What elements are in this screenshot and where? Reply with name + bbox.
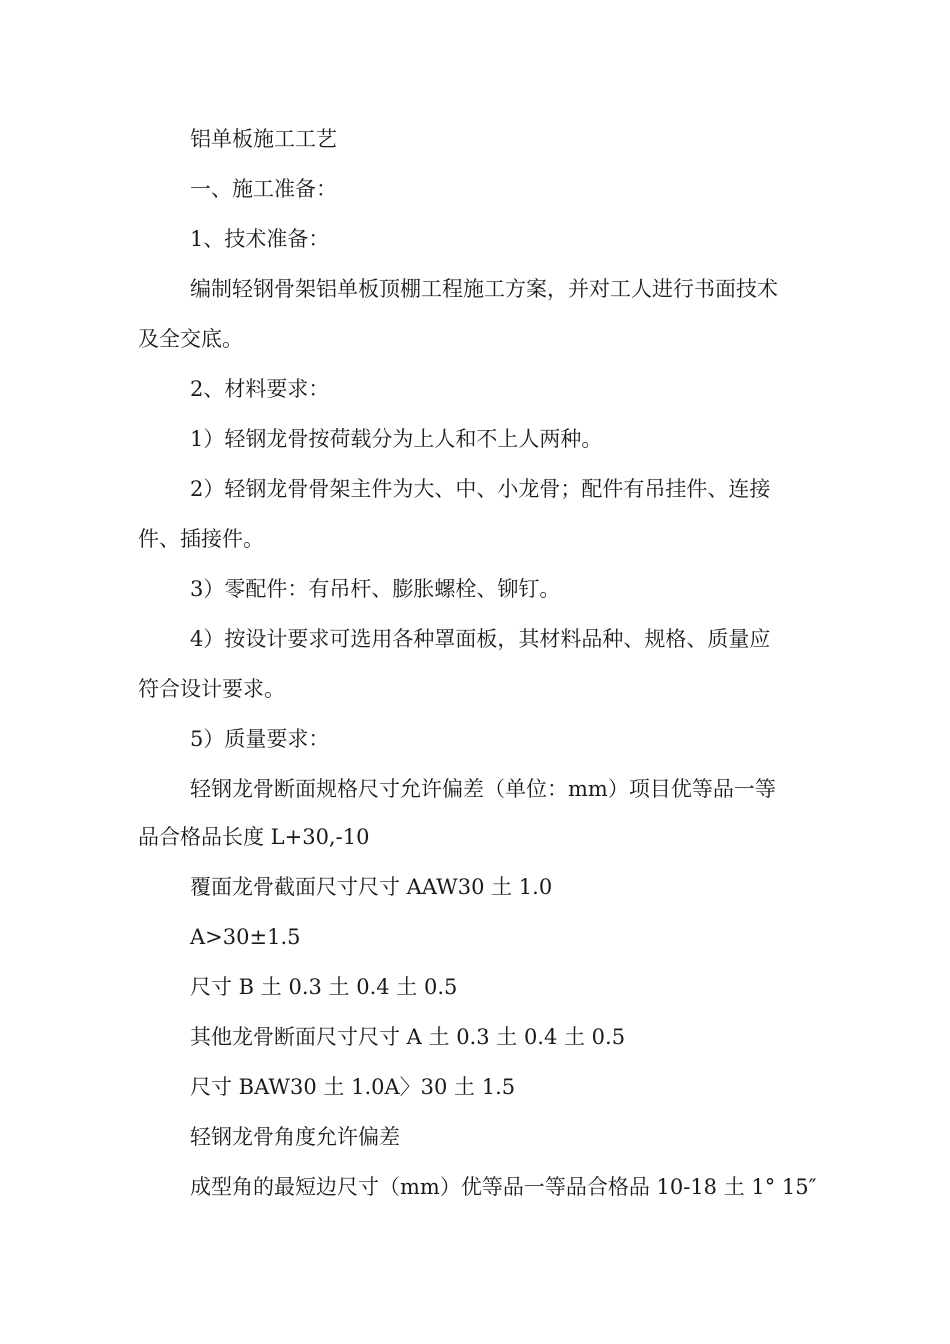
paragraph-line: 品合格品长度 L+30,-10 — [138, 825, 370, 849]
paragraph-line: 轻钢龙骨断面规格尺寸允许偏差（单位：mm）项目优等品一等 — [190, 777, 776, 801]
document-title: 铝单板施工工艺 — [190, 127, 337, 151]
section-heading: 一、施工准备： — [190, 177, 337, 201]
paragraph-line: 成型角的最短边尺寸（mm）优等品一等品合格品 10-18 土 1° 15″ — [190, 1175, 817, 1199]
list-item-continuation: 符合设计要求。 — [138, 677, 285, 701]
paragraph-line: 其他龙骨断面尺寸尺寸 A 土 0.3 土 0.4 土 0.5 — [190, 1025, 626, 1049]
paragraph-line: A>30±1.5 — [190, 925, 301, 949]
paragraph-line: 覆面龙骨截面尺寸尺寸 AAW30 土 1.0 — [190, 875, 553, 899]
list-item-continuation: 件、插接件。 — [138, 527, 264, 551]
paragraph-line: 尺寸 B 土 0.3 土 0.4 土 0.5 — [190, 975, 458, 999]
subsection-heading: 1、技术准备： — [190, 227, 330, 251]
list-item: 1）轻钢龙骨按荷载分为上人和不上人两种。 — [190, 427, 603, 451]
list-item: 3）零配件：有吊杆、膨胀螺栓、铆钉。 — [190, 577, 561, 601]
list-item: 5）质量要求： — [190, 727, 330, 751]
paragraph-line: 尺寸 BAW30 土 1.0A〉30 土 1.5 — [190, 1075, 516, 1099]
list-item: 4）按设计要求可选用各种罩面板，其材料品种、规格、质量应 — [190, 627, 771, 651]
paragraph-line: 及全交底。 — [138, 327, 243, 351]
paragraph-line: 编制轻钢骨架铝单板顶棚工程施工方案，并对工人进行书面技术 — [190, 277, 778, 301]
paragraph-line: 轻钢龙骨角度允许偏差 — [190, 1125, 400, 1149]
list-item: 2）轻钢龙骨骨架主件为大、中、小龙骨；配件有吊挂件、连接 — [190, 477, 771, 501]
subsection-heading: 2、材料要求： — [190, 377, 330, 401]
